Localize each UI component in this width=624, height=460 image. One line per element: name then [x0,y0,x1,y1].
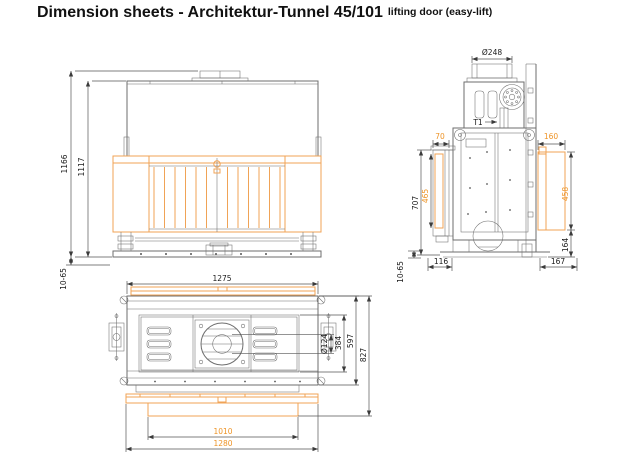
plan-vent-slots-left [147,327,171,361]
dim-plan-hub-diameter-label: Ø124 [320,333,329,355]
dim-side-front-frame-width [433,132,449,148]
dim-plan-inner-depth-label: 384 [334,335,343,351]
page-subtitle-text: lifting door (easy-lift) [387,6,493,18]
dim-plan-total-depth [298,296,372,416]
plan-fan-grille [195,320,249,368]
side-pulley-icon [500,85,525,110]
side-view [396,48,577,283]
front-leg-right [301,232,316,251]
dim-side-glass-rear-label: 458 [561,186,570,202]
dim-plan-hub-diameter [232,334,334,354]
dim-side-base-height [548,230,575,257]
dim-front-body-height-label: 1117 [77,157,86,177]
side-blower-circle [473,221,503,251]
side-front-frame [431,146,455,242]
dim-side-glass-front-label: 465 [421,188,430,204]
page-title-text: Dimension sheets - Architektur-Tunnel 45/101 [37,4,383,21]
dim-plan-base-inner-width [148,417,298,440]
dim-side-foot-range [396,251,421,283]
dim-side-height-707-label: 707 [411,195,420,211]
plan-corner-pivots [120,296,325,385]
dim-side-front-frame-width-label: 70 [435,132,445,141]
dim-side-flue-diameter-label: Ø248 [481,48,503,57]
front-view [59,71,321,290]
dim-side-glass-rear [561,152,575,230]
side-base [440,240,550,257]
dim-plan-base-width-label: 1280 [213,439,233,448]
dim-plan-width-label: 1275 [212,274,232,283]
dim-side-front-foot [428,257,452,271]
dim-side-glass-front [421,154,431,228]
plan-base-plate [126,394,318,416]
dim-front-body-height [77,81,126,257]
front-base [113,232,321,257]
dim-front-total-height-label: 1166 [60,154,69,174]
plan-vent-slots-right [253,327,277,361]
dim-front-foot-range-label: 10-65 [59,268,68,290]
side-body [453,128,536,240]
dim-side-rear-foot-label: 167 [550,257,566,266]
side-t1-label: T1 [473,118,483,127]
dim-plan-body-depth-label: 597 [346,333,355,349]
dim-side-rear-frame-width-label: 160 [543,132,559,141]
front-center-rod [214,158,220,232]
dim-side-rear-foot [540,257,577,271]
plan-body [109,296,336,392]
dim-side-base-height-label: 164 [561,237,570,253]
front-center-adjuster [206,243,232,255]
dim-side-front-foot-label: 116 [433,257,449,266]
dim-side-flue-diameter [472,48,512,63]
side-rear-rail [526,64,536,252]
front-hood [124,81,321,156]
dim-plan-total-depth-label: 827 [359,347,368,363]
side-t1-annotation [472,118,497,127]
front-door-band [113,156,321,232]
plan-latch-left [109,313,124,361]
front-flue-collar [192,71,248,81]
dim-side-foot-range-label: 10-65 [396,261,405,283]
dim-front-foot-range [59,257,110,290]
plan-front-strip [131,287,315,295]
front-leg-left [118,232,133,251]
dim-plan-base-inner-width-label: 1010 [213,427,233,436]
side-flue-collar [467,64,517,82]
plan-view [109,274,372,452]
